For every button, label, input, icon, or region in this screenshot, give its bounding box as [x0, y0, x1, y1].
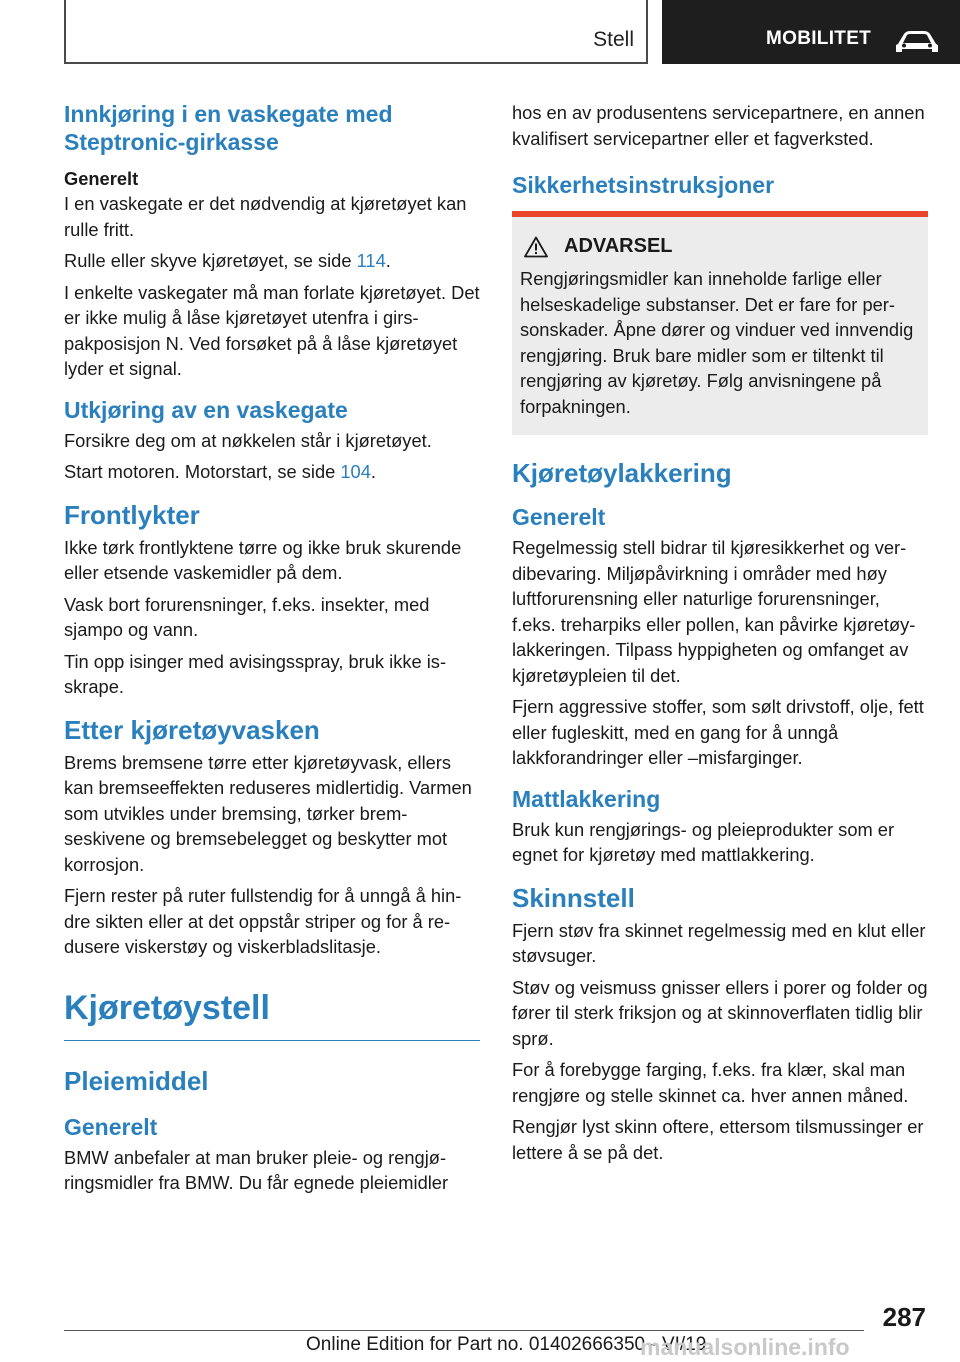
car-icon [894, 30, 940, 56]
page-link-114[interactable]: 114 [356, 250, 386, 271]
footer-divider [64, 1330, 864, 1331]
paragraph-with-link [64, 248, 480, 274]
subheading-general-blue: Generelt [512, 504, 606, 530]
chapter-title: Kjøretøystell [64, 988, 480, 1041]
heading-paintwork: Kjøretøylakkering [512, 458, 732, 488]
paragraph: BMW anbefaler at man bruker pleie- og rengjøringsmidler fra BMW. Du får egnede pleiemidler [64, 1146, 449, 1193]
right-column [512, 100, 928, 1171]
text: . [370, 461, 376, 482]
paragraph: Fjern aggressive stoffer, som sølt drivstoff, olje, fett eller fugleskitt, med en gang for å unngå lakkforandringer eller –misfarginger. [512, 696, 924, 768]
header-section-title: Stell [593, 28, 634, 51]
text: Start motoren. Motorstart, se side [64, 461, 341, 482]
heading-after-wash: Etter kjøretøyvasken [64, 714, 320, 745]
heading-car-wash-exit: Utkjøring av en vaskegate [64, 396, 348, 423]
paragraph: hos en av produsentens servicepartnere, en annen kvalifisert servicepartner eller et fagverksted. [512, 102, 925, 149]
paragraph: Tin opp isinger med avisingsspray, bruk ikke isskrape. [64, 650, 447, 697]
warning-text: Rengjøringsmidler kan inneholde farlige eller helseskadelige substanser. Det er fare for personskader. Åpne dører og vinduer ved innvendig rengjøring. Bruk bare midler som er tiltenkt til rengjøring av kjøretøy. Følg anvisningene på forpakningen. [520, 268, 914, 417]
heading-leather-care: Skinnstell [512, 882, 635, 913]
subheading-general-blue: Generelt [64, 1113, 158, 1140]
heading-care-products: Pleiemiddel [64, 1065, 209, 1096]
left-column [64, 100, 480, 1202]
paragraph: Brems bremsene tørre etter kjøretøyvask, ellers kan bremseeffekten reduseres midlertidig. Varmen som utvikles under bremsing, tørker bremseskivene og bremsebelegget og beskytter mot korrosjon. [64, 751, 472, 875]
heading-headlights: Frontlykter [64, 499, 200, 530]
paragraph: Forsikre deg om at nøkkelen står i kjøretøyet. [64, 429, 432, 451]
header-chapter-tab[interactable] [662, 0, 960, 64]
heading-car-wash-entry: Innkjøring i en vaskegate med Steptronic-girkasse [64, 101, 393, 155]
subheading-general: Generelt [64, 168, 139, 189]
header-chapter-label: MOBILITET [766, 28, 872, 49]
paragraph: Rengjør lyst skinn oftere, ettersom tilsmussinger er lettere å se på det. [512, 1116, 924, 1163]
paragraph: Ikke tørk frontlyktene tørre og ikke bruk skurende eller etsende vaskemidler på dem. [64, 536, 462, 583]
paragraph: I enkelte vaskegater må man forlate kjøretøyet. Det er ikke mulig å låse kjøretøyet utenfra i girspakposisjon N. Ved forsøket på å låse kjøretøyet lyder et signal. [64, 281, 480, 379]
paragraph-with-link [64, 459, 480, 485]
paragraph: Bruk kun rengjørings- og pleieprodukter som er egnet for kjøretøy med mattlakkering. [512, 818, 895, 865]
warning-triangle-icon [524, 236, 548, 258]
paragraph: Fjern rester på ruter fullstendig for å unngå å hindre sikten eller at det oppstår striper og for å redusere viskerstøy og viskerbladslitasje. [64, 885, 462, 957]
text: . [385, 250, 391, 271]
warning-box [512, 211, 928, 435]
paragraph: Regelmessig stell bidrar til kjøresikkerhet og verdibevaring. Miljøpåvirkning i områder med høy luftforurensning eller naturlige forurensninger, f.eks. treharpiks eller pollen, kan påvirke kjøretøylakkeringen. Tilpass hyppigheten og omfanget av kjøretøypleien til det. [512, 537, 916, 686]
footer-watermark: manualsonline.info [640, 1334, 850, 1360]
paragraph: Støv og veismuss gnisser ellers i porer og folder og fører til sterk friksjon og at skinnoverflaten tidlig blir sprø. [512, 976, 928, 1049]
paragraph: For å forebygge farging, f.eks. fra klær, skal man rengjøre og stelle skinnet ca. hver annen måned. [512, 1059, 909, 1106]
text: Rulle eller skyve kjøretøyet, se side [64, 250, 357, 271]
paragraph: I en vaskegate er det nødvendig at kjøretøyet kan rulle fritt. [64, 193, 467, 240]
heading-matte-paint: Mattlakkering [512, 785, 661, 812]
page-number: 287 [882, 1302, 926, 1332]
page-link-104[interactable]: 104 [340, 461, 371, 482]
warning-title: ADVARSEL [564, 235, 673, 257]
paragraph: Fjern støv fra skinnet regelmessig med en klut eller støvsuger. [512, 919, 926, 966]
warning-title-row [520, 235, 920, 258]
heading-safety: Sikkerhetsinstruksjoner [512, 172, 775, 198]
header-section-box [64, 0, 648, 64]
footer-edition: Online Edition for Part no. 01402666350 - VI/19 [306, 1334, 707, 1355]
paragraph: Vask bort forurensninger, f.eks. insekter, med sjampo og vann. [64, 593, 430, 640]
